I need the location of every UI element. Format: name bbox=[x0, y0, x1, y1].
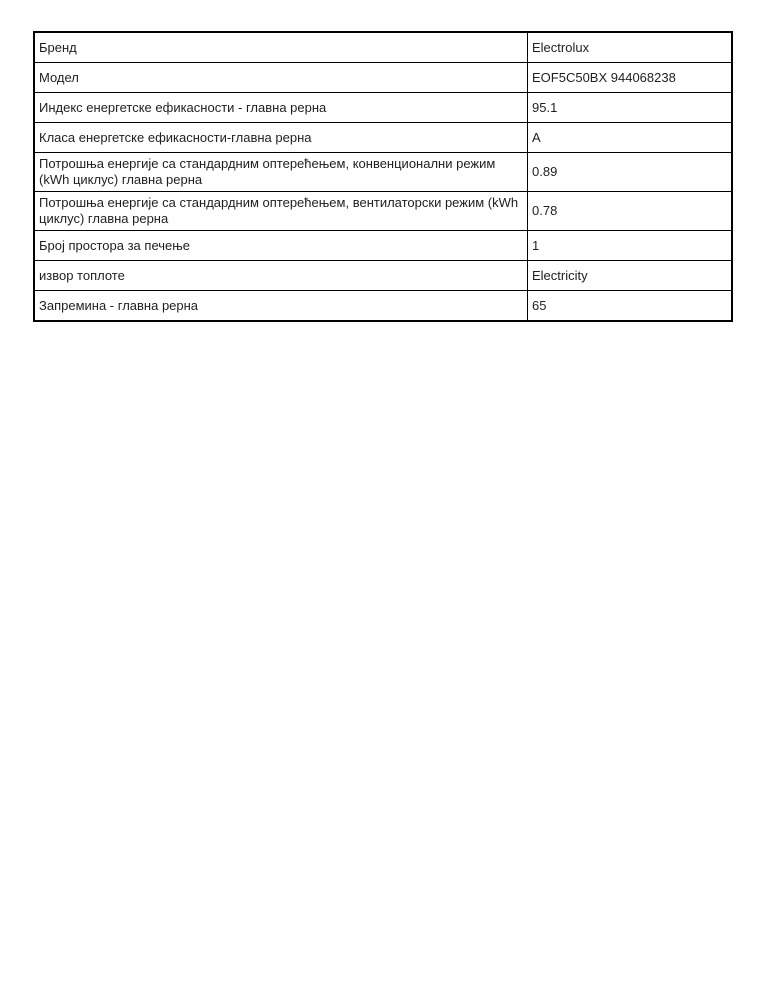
spec-label: Запремина - главна рерна bbox=[34, 291, 528, 322]
spec-value: A bbox=[528, 123, 733, 153]
spec-value: 0.78 bbox=[528, 192, 733, 231]
table-row bbox=[34, 63, 732, 93]
spec-value: Electrolux bbox=[528, 32, 733, 63]
spec-value: 0.89 bbox=[528, 153, 733, 192]
spec-value: EOF5C50BX 944068238 bbox=[528, 63, 733, 93]
table-row bbox=[34, 93, 732, 123]
spec-label: Потрошња енергије са стандардним оптерећењем, вентилаторски режим (kWh циклус) главна рерна bbox=[34, 192, 528, 231]
table-row bbox=[34, 291, 732, 322]
spec-value: 1 bbox=[528, 231, 733, 261]
spec-label: Индекс енергетске ефикасности - главна рерна bbox=[34, 93, 528, 123]
table-row bbox=[34, 32, 732, 63]
spec-label: извор топлоте bbox=[34, 261, 528, 291]
product-spec-table bbox=[33, 31, 733, 322]
spec-label: Бренд bbox=[34, 32, 528, 63]
table-row bbox=[34, 192, 732, 231]
table-row bbox=[34, 123, 732, 153]
spec-label: Број простора за печење bbox=[34, 231, 528, 261]
table-row bbox=[34, 261, 732, 291]
spec-label: Потрошња енергије са стандардним оптерећењем, конвенционални режим (kWh циклус) главна рерна bbox=[34, 153, 528, 192]
spec-value: Electricity bbox=[528, 261, 733, 291]
spec-value: 95.1 bbox=[528, 93, 733, 123]
table-row bbox=[34, 153, 732, 192]
table-row bbox=[34, 231, 732, 261]
spec-label: Класа енергетске ефикасности-главна рерна bbox=[34, 123, 528, 153]
spec-label: Модел bbox=[34, 63, 528, 93]
spec-value: 65 bbox=[528, 291, 733, 322]
